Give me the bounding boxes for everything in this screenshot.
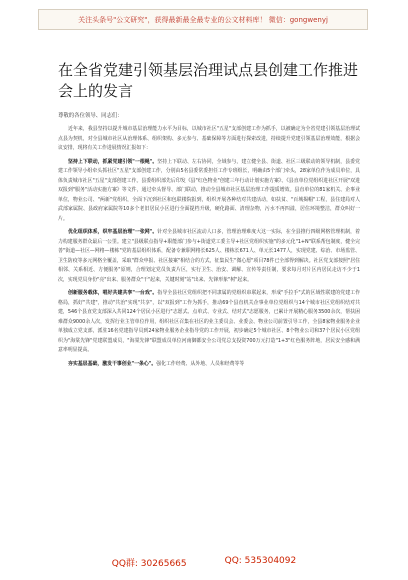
paragraph-intro xyxy=(58,125,360,154)
qq-number: QQ: 535304092 xyxy=(224,556,297,566)
document-body xyxy=(58,60,360,369)
paragraph-1-text: 坚持上下联动、左右协同，全域参与，建立健全县、街道、社区三级联动的领导机制，县委党建工作领导小组牵头抓社区"五星"支部创建工作，分别由5名县委常委担任工作专班组长，明确由5个部门牵头，28家单位作为成员单位，具体负责城市社区"五星"支部创建工作。县委组织部先后印发《县"红色物业"创建三年行动计划实施方案》、《县直单位党组织进社区开展"双进双报到"服务"活动实施方案》等文件，通过牵头督导、部门联动，推动全县城市社区基层治理工作提质增效。县直单位的81家机关、企事业单位，物业公司、"两新"党组织，全面下沉到社区和包联楼院报到，组织开展各种结对共建活动，如扶贫、"百城揭帽"工程，县住建局对人武部家属院、县政府家属院等10多个老旧居民小区进行全面提档升级，硬化路面、清理杂物，污水不再四溢，居住环境整洁，群众叫好一片。 xyxy=(58,158,360,222)
paragraph-3 xyxy=(58,289,360,356)
paragraph-2-text: 针对全县城市社区流动人口多，管理治理难度大这一实际，在全县推行四级网格管理机制，着力构建服务群众最后一公里。建立"县级联点指导+职能部门参与+街道党工委主导+社区党组织实施"的多元化"1+N"联系帮包制度，健全完善"街道—社区—网格—楼栋"党的基层组织体系，配备专兼职网格长625人、楼栋长671人、单元长1477人，实现党建、综治、市场监管、卫生防疫等多元网格全覆盖，采取"群众申报、社区接案"相结合的方式，征集民生"微心愿"项目78件已全部得到解决。社区党支部按照"居住相邻、关系相近、方便服务"原则，合理划定党员负责片区，实行卫生、治安、调解、宣传等责任制，要求每月对片区内居民走访不少于1次，实现党员身份"亮"出来、服务群众"干"起来，关键时刻"站"出来、先锋形象"树"起来。 xyxy=(58,229,360,283)
paragraph-4-text: 强化工作经费、从外地、人员和经费等等 xyxy=(156,360,245,367)
contact-footer xyxy=(0,556,408,569)
salutation: 尊敬的各位领导、同志们： xyxy=(58,113,123,119)
promo-banner xyxy=(38,9,368,30)
promo-banner-text: 关注头条号"公文研究"，获得最新最全最专业的公文材料库！ 微信：gongwenyj xyxy=(78,15,328,24)
paragraph-4-lead: 夯实基层基础，激发干事创业"一条心"。 xyxy=(68,360,157,367)
paragraph-1 xyxy=(58,158,360,225)
paragraph-3-lead: 创新服务载体，唱好共建共享"一台戏"。 xyxy=(68,290,158,296)
paragraph-2-lead: 优化组织体系，织牢基层治理"一张网"。 xyxy=(68,229,158,235)
qq-group-number: QQ群: 30265665 xyxy=(111,559,187,569)
paragraph-4 xyxy=(58,360,360,370)
document-title: 在全省党建引领基层治理试点县创建工作推进会上的发言 xyxy=(58,61,359,100)
paragraph-intro-text: 近年来，我县坚持以提升城市基层治理能力水平为目标，以城市社区"五星"支部创建工作为抓手，以被确定为全省党建引领基层治理试点县为契机，对全县城市社区从治理体系、组织架构、多元参与、基础保障等方面进行探索改进，持续提升党建引领基层治理效能，根据会议安排，现将有关工作进展情况汇报如下： xyxy=(58,126,360,151)
paragraph-3-text: 指导全县社区党组织把不同隶属的党组织串联起来，形成"手拉手"式的区域性联建的党建工作格局，抓好"共建"，推动"共治"实现"共享"，以"双报到"工作为抓手，推动69个县直机关企事业单位党组织与14个城市社区党组织结对共建，546个县直党支部深入共同124个居民小区进行"志愿式、点单式、专业式、结对式"志愿服务，已累计开展精心服务3500余次，帮扶困难群众9000余人次，发挥行业主管单位作用，组织社区召集在社区的业主委员会、业委会、物业公司前置引导工作，全县8家物业服务企业单独成立党支部，派驻16名党建指导员到24家物业服务企业指导党的工作开展，初步确定5个城市社区、8个物业公司和37个居民小区党组织为"海棠先锋"党建联盟成员，"海棠先锋"联盟成员单位河南御都安全公司党总支投资700万元打造"1+3"红色服务阵地，居民安全感和满意率明显提高。 xyxy=(58,290,360,353)
paragraph-1-lead: 坚持上下联动，抓紧党建引领"一根绳"。 xyxy=(68,158,158,165)
paragraph-2 xyxy=(58,228,360,285)
